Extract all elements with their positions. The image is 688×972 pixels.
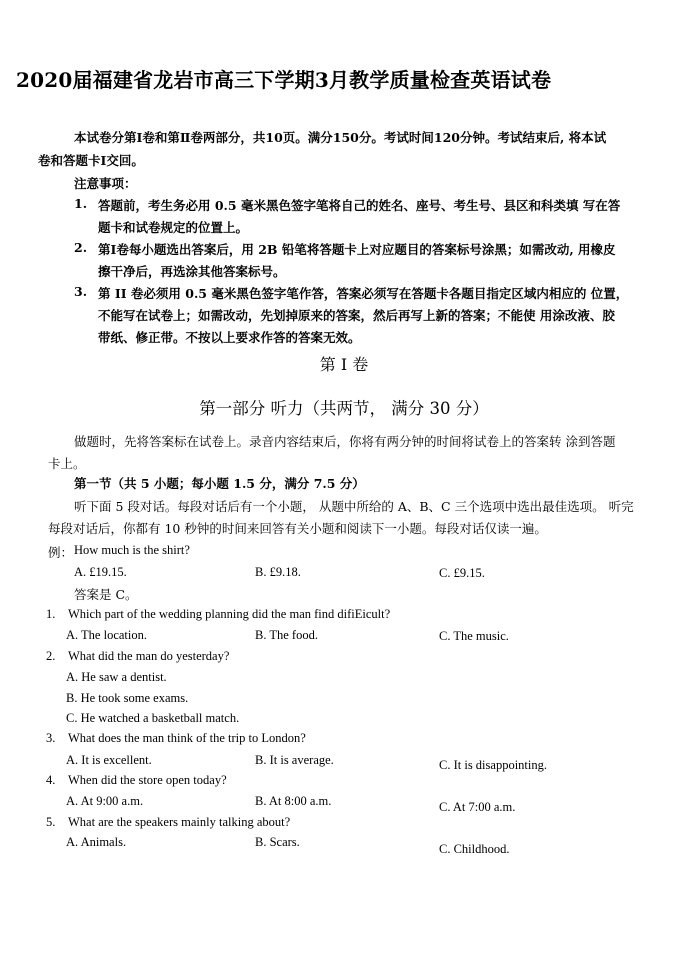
question-3-option-b: B. It is average. <box>255 753 334 767</box>
question-3-text: What does the man think of the trip to London? <box>68 731 306 745</box>
question-5-option-a: A. Animals. <box>66 835 127 849</box>
question-2-option-c: C. He watched a basketball match. <box>66 711 240 725</box>
notice-2-line-1: 第Ⅰ卷每小题选出答案后，用 2B 铅笔将答题卡上对应题目的答案标号涂黑；如需改动, 用橡皮 <box>98 242 616 257</box>
example-label: 例： <box>48 545 74 560</box>
question-1-text: Which part of the wedding planning did the man find difiEicult? <box>68 607 391 621</box>
document-title: 2020届福建省龙岩市高三下学期3月教学质量检查英语试卷 <box>16 68 552 92</box>
example-question: How much is the shirt? <box>74 543 190 557</box>
question-4-option-a: A. At 9:00 a.m. <box>66 794 144 808</box>
question-2-text: What did the man do yesterday? <box>68 649 230 663</box>
question-5-option-c: C. Childhood. <box>439 842 510 856</box>
part-title: 第一部分 听力（共两节， 满分 30 分） <box>199 399 489 418</box>
notice-1-line-1: 答题前，考生务必用 0.5 毫米黑色签字笔将自己的姓名、座号、考生号、县区和科类填 写在答 <box>98 198 621 213</box>
question-4-option-c: C. At 7:00 a.m. <box>439 800 516 814</box>
question-3-option-a: A. It is excellent. <box>66 753 152 767</box>
question-1-number: 1. <box>46 607 56 621</box>
question-2-option-a: A. He saw a dentist. <box>66 670 167 684</box>
section-line-2: 每段对话后，你都有 10 秒钟的时间来回答有关小题和阅读下一小题。每段对话仅读一遍。 <box>48 521 547 536</box>
question-5-text: What are the speakers mainly talking about? <box>68 815 291 829</box>
intro-line-2: 卷和答题卡Ⅰ交回。 <box>38 153 144 168</box>
section-heading: 第一节（共 5 小题；每小题 1.5 分，满分 7.5 分） <box>74 476 365 491</box>
question-1-option-c: C. The music. <box>439 629 509 643</box>
notice-heading: 注意事项： <box>74 176 137 191</box>
question-1-option-b: B. The food. <box>255 628 318 642</box>
question-4-option-b: B. At 8:00 a.m. <box>255 794 332 808</box>
question-1-option-a: A. The location. <box>66 628 147 642</box>
notice-3-line-1: 第 II 卷必须用 0.5 毫米黑色签字笔作答，答案必须写在答题卡各题目指定区域内相应的 位置， <box>98 286 629 301</box>
section-line-1: 听下面 5 段对话。每段对话后有一个小题， 从题中所给的 A、B、C 三个选项中选出最佳选项。 听完 <box>74 499 634 514</box>
question-5-number: 5. <box>46 815 56 829</box>
question-4-number: 4. <box>46 773 56 787</box>
instructions-line-1: 做题时，先将答案标在试卷上。录音内容结束后，你将有两分钟的时间将试卷上的答案转 涂到答题 <box>74 434 616 449</box>
notice-3-number: 3. <box>74 284 88 299</box>
example-answer: 答案是 C。 <box>74 587 138 602</box>
question-4-text: When did the store open today? <box>68 773 227 787</box>
question-3-option-c: C. It is disappointing. <box>439 758 547 772</box>
question-5-option-b: B. Scars. <box>255 835 300 849</box>
question-2-number: 2. <box>46 649 56 663</box>
notice-2-line-2: 擦干净后，再选涂其他答案标号。 <box>98 264 286 279</box>
notice-3-line-2: 不能写在试卷上；如需改动，先划掉原来的答案，然后再写上新的答案；不能使 用涂改液、胶 <box>98 308 615 323</box>
notice-3-line-3: 带纸、修正带。不按以上要求作答的答案无效。 <box>98 330 361 345</box>
volume-title: 第 I 卷 <box>319 355 369 374</box>
notice-1-line-2: 题卡和试卷规定的位置上。 <box>98 220 249 235</box>
example-option-a: A. £19.15. <box>74 565 127 579</box>
question-2-option-b: B. He took some exams. <box>66 691 189 705</box>
example-option-c: C. £9.15. <box>439 566 485 580</box>
notice-1-number: 1. <box>74 196 88 211</box>
notice-2-number: 2. <box>74 240 88 255</box>
question-3-number: 3. <box>46 731 56 745</box>
instructions-line-2: 卡上。 <box>48 456 86 471</box>
intro-line-1: 本试卷分第I卷和第Ⅱ卷两部分，共10页。满分150分。考试时间120分钟。考试结束后, 将本试 <box>74 130 607 145</box>
example-option-b: B. £9.18. <box>255 565 301 579</box>
